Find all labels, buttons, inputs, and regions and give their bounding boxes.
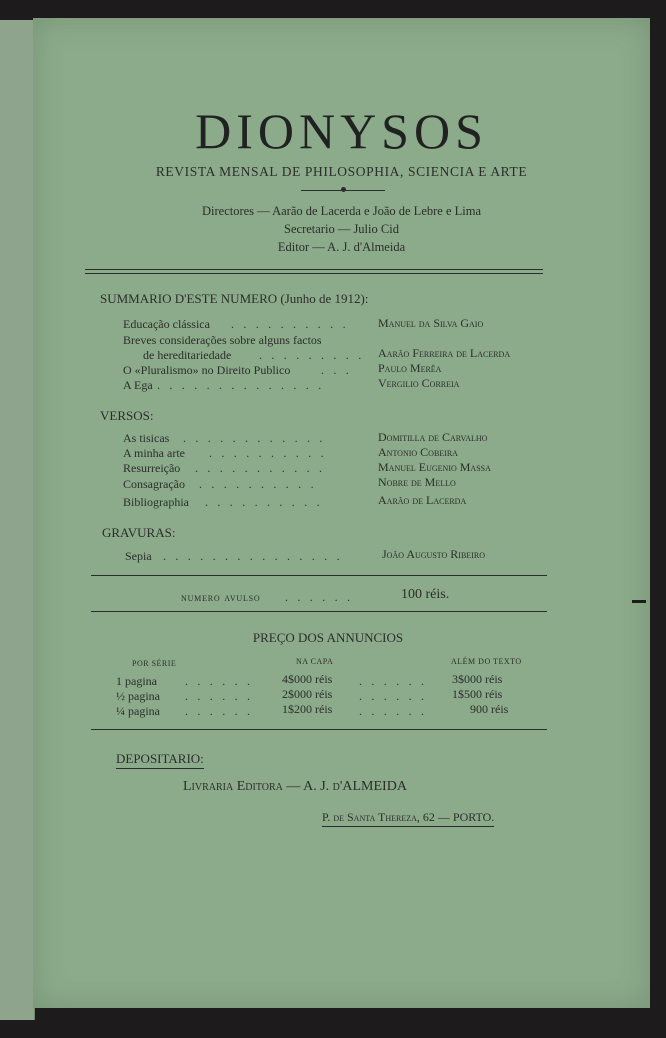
toc-title: Sepia (125, 549, 152, 563)
summary-heading: SUMMARIO D'ESTE NUMERO (Junho de 1912): (100, 291, 369, 306)
directores-line: Directores — Aarão de Lacerda e João de Lebre e Lima (201, 204, 482, 218)
magazine-subtitle: REVISTA MENSAL DE PHILOSOPHIA, SCIENCIA E ARTE (155, 164, 528, 179)
double-rule (85, 269, 543, 274)
toc-leader: . . . (321, 363, 352, 377)
ads-heading: PREÇO DOS ANNUNCIOS (252, 630, 404, 645)
page-edge-mark (632, 600, 646, 603)
toc-leader: . . . . . . . . . (259, 348, 365, 362)
toc-title: Consagração (123, 477, 185, 491)
ad-price-texto: 1$500 réis (452, 687, 503, 701)
toc-title: Breves considerações sobre alguns factos (123, 333, 322, 347)
toc-author: Paulo Merêa (378, 361, 442, 375)
ad-leader: . . . . . . (185, 689, 254, 703)
ad-price-texto: 3$000 réis (452, 672, 503, 686)
magazine-cover-page (33, 18, 650, 1008)
toc-title: A Ega (123, 378, 153, 392)
ad-price-capa: 1$200 réis (282, 702, 333, 716)
toc-title: Resurreição (123, 461, 181, 475)
price-label: numero avulso (181, 590, 261, 604)
toc-author: Domitilla de Carvalho (378, 430, 488, 444)
ad-price-texto: 900 réis (470, 702, 509, 716)
toc-author: Aarão de Lacerda (378, 493, 467, 507)
gravuras-heading: GRAVURAS: (102, 525, 176, 540)
depositario-heading: DEPOSITARIO: (116, 751, 204, 769)
toc-title: Bibliographia (123, 495, 189, 509)
price-leader: . . . . . . (285, 590, 354, 604)
col-alem-do-texto: ALÉM DO TEXTO (451, 657, 522, 666)
versos-heading: VERSOS: (100, 408, 154, 423)
ad-size: ¼ pagina (116, 704, 160, 718)
toc-leader: . . . . . . . . . . (199, 477, 317, 491)
book-spine-edge (0, 20, 35, 1020)
ad-size: 1 pagina (116, 674, 157, 688)
toc-leader: . . . . . . . . . . (205, 495, 323, 509)
editor-line: Editor — A. J. d'Almeida (277, 240, 406, 254)
toc-author: Nobre de Mello (378, 475, 456, 489)
ad-leader: . . . . . . (359, 704, 428, 718)
toc-leader: . . . . . . . . . . . . (183, 431, 326, 445)
col-na-capa: NA CAPA (296, 657, 334, 666)
toc-author: Vergilio Correia (378, 376, 460, 390)
section-rule (91, 729, 547, 730)
toc-leader: . . . . . . . . . . . (195, 461, 326, 475)
secretario-line: Secretario — Julio Cid (284, 222, 399, 236)
toc-author: Antonio Cobeira (378, 445, 458, 459)
toc-title: As tisicas (123, 431, 170, 445)
ad-leader: . . . . . . (359, 689, 428, 703)
toc-leader: . . . . . . . . . . . . . . (157, 378, 325, 392)
toc-author: Manuel da Silva Gaio (378, 316, 484, 330)
publisher-name: Livraria Editora — A. J. d'ALMEIDA (183, 779, 407, 794)
toc-title: O «Pluralismo» no Direito Publico (123, 363, 291, 377)
toc-title: A minha arte (123, 446, 185, 460)
toc-leader: . . . . . . . . . . . . . . . (163, 549, 343, 563)
toc-title: Educação clássica (123, 317, 210, 331)
ad-size: ½ pagina (116, 689, 160, 703)
toc-leader: . . . . . . . . . . (231, 317, 349, 331)
toc-author: João Augusto Ribeiro (382, 547, 485, 561)
toc-leader: . . . . . . . . . . (209, 446, 327, 460)
ad-leader: . . . . . . (185, 704, 254, 718)
toc-author: Manuel Eugenio Massa (378, 460, 491, 474)
ad-price-capa: 2$000 réis (282, 687, 333, 701)
publisher-address: P. de Santa Thereza, 62 — PORTO. (322, 810, 494, 827)
section-rule (91, 575, 547, 576)
toc-title: de hereditariedade (143, 348, 232, 362)
price-value: 100 réis. (401, 587, 450, 602)
ad-leader: . . . . . . (359, 674, 428, 688)
col-por-serie: POR SÉRIE (132, 659, 177, 668)
magazine-title: DIONYSOS (195, 103, 488, 159)
ornament-dot (341, 187, 346, 192)
ad-price-capa: 4$000 réis (282, 672, 333, 686)
ad-leader: . . . . . . (185, 674, 254, 688)
section-rule (91, 611, 547, 612)
toc-author: Aarão Ferreira de Lacerda (378, 346, 511, 360)
